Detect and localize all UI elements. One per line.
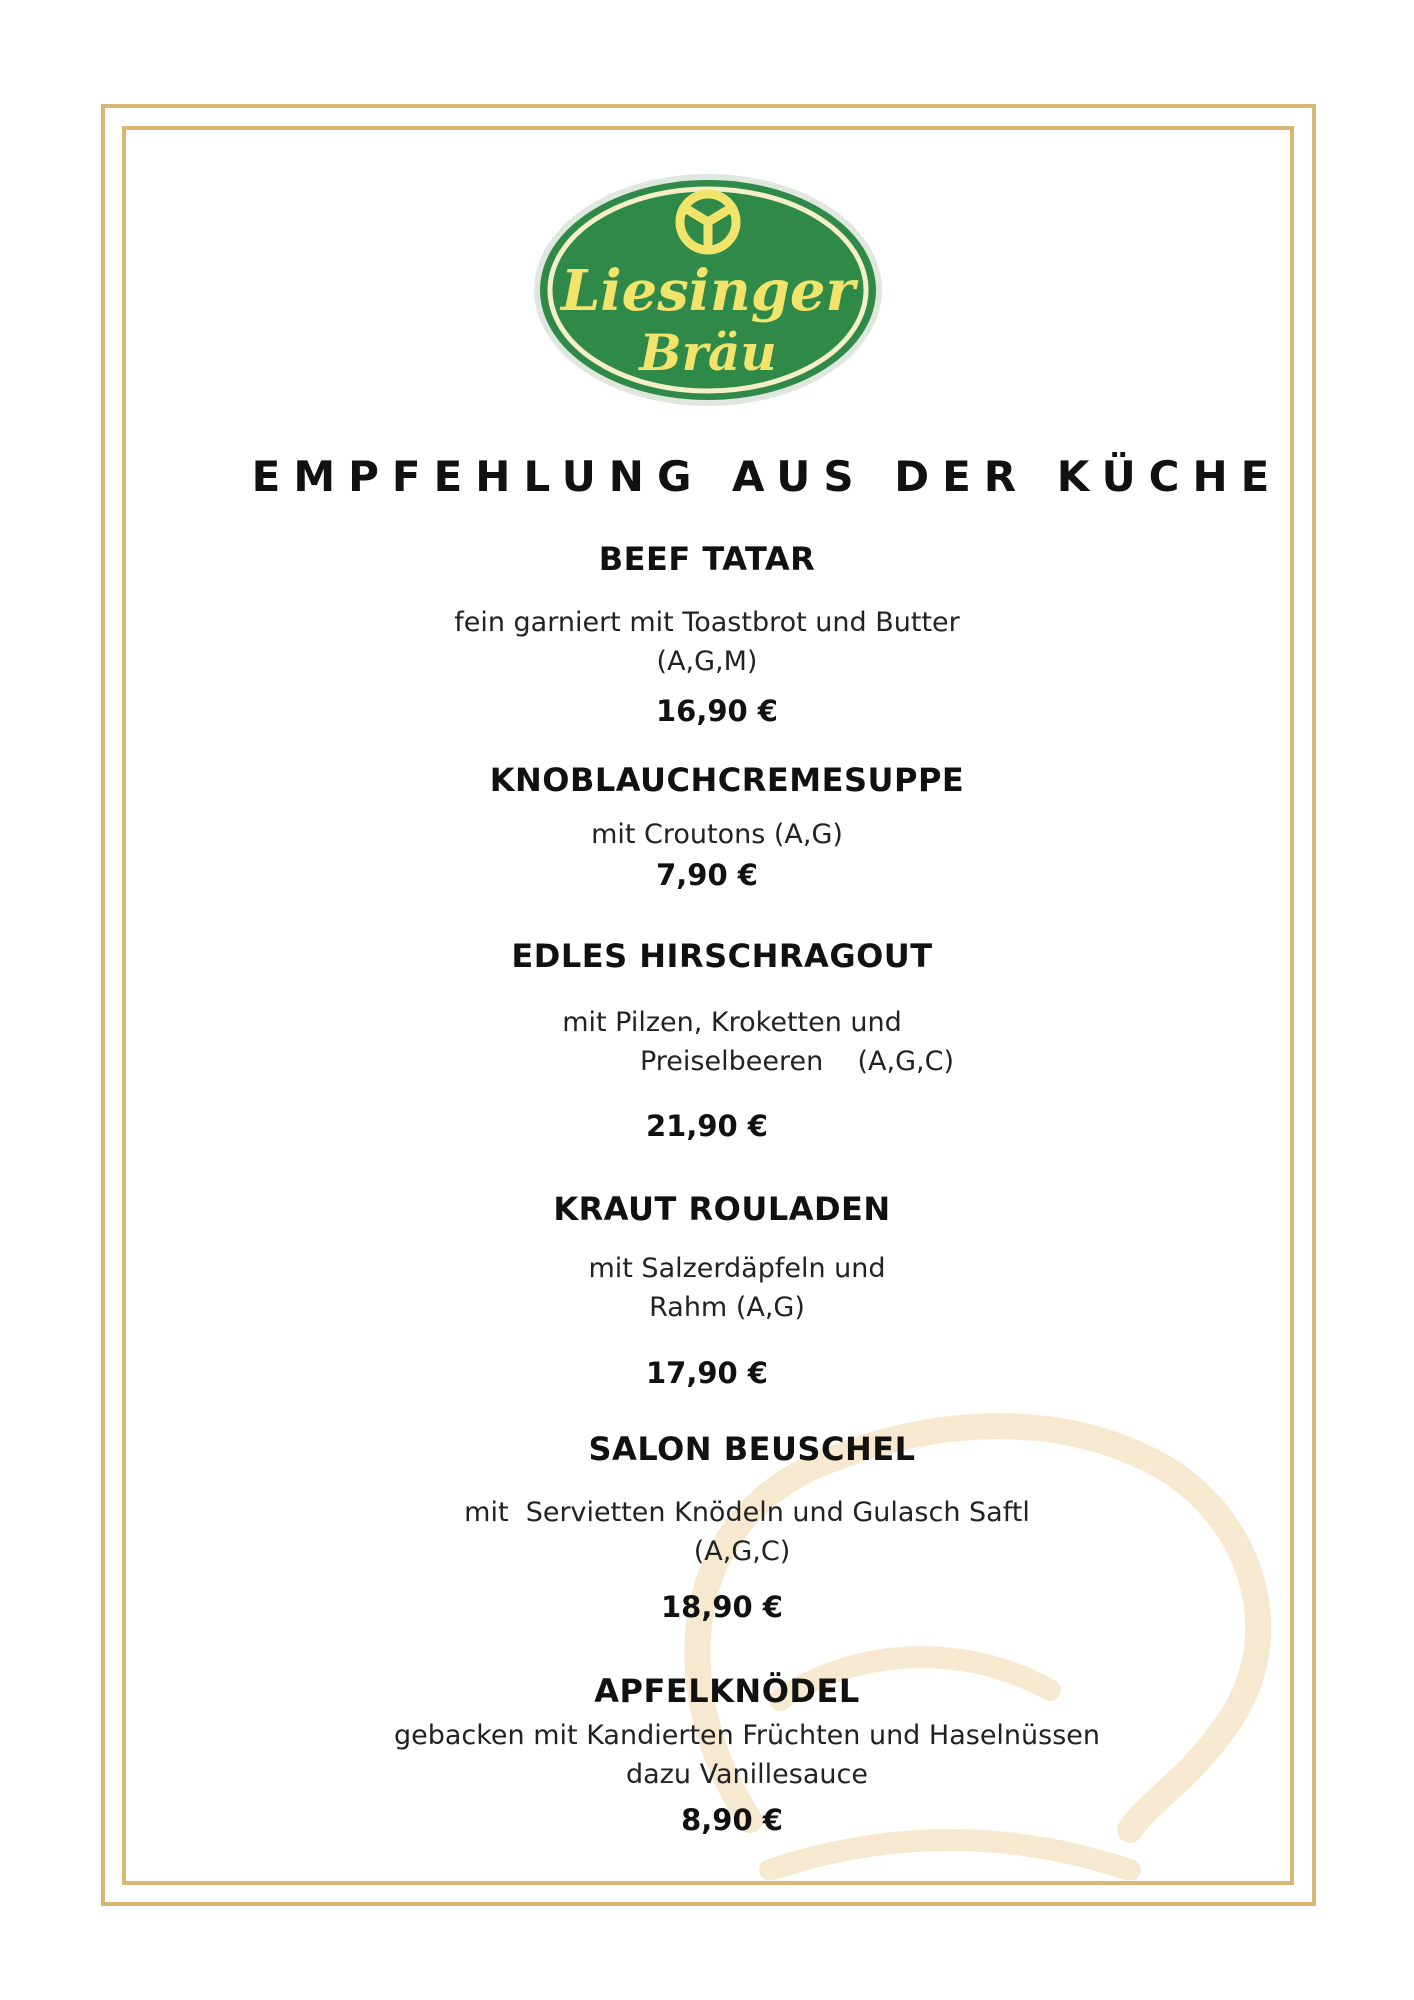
- logo-line2: Bräu: [639, 323, 777, 382]
- dish-allergens: dazu Vanillesauce: [626, 1759, 868, 1790]
- page-title: EMPFEHLUNG AUS DER KÜCHE: [251, 452, 1283, 501]
- liesinger-brau-logo: [530, 170, 886, 410]
- dish-name: KRAUT ROULADEN: [553, 1190, 891, 1228]
- logo-line1: Liesinger: [560, 258, 856, 324]
- dish-description: fein garniert mit Toastbrot und Butter: [454, 607, 960, 638]
- dish-description: mit Pilzen, Kroketten und: [562, 1007, 902, 1038]
- dish-description: gebacken mit Kandierten Früchten und Haselnüssen: [393, 1720, 1101, 1751]
- dish-name: APFELKNÖDEL: [594, 1672, 860, 1710]
- dish-description: mit Salzerdäpfeln und: [588, 1253, 886, 1284]
- dish-name: BEEF TATAR: [598, 540, 816, 578]
- dish-price: 21,90 €: [645, 1109, 768, 1143]
- dish-price: 8,90 €: [681, 1803, 783, 1837]
- dish-description: mit Croutons (A,G): [591, 819, 843, 850]
- dish-allergens: (A,G,C): [693, 1536, 791, 1567]
- dish-price: 16,90 €: [655, 694, 778, 728]
- dish-name: SALON BEUSCHEL: [588, 1430, 916, 1468]
- dish-allergens: (A,G,M): [656, 646, 758, 677]
- dish-allergens: Preiselbeeren (A,G,C): [639, 1046, 954, 1077]
- dish-name: KNOBLAUCHCREMESUPPE: [489, 761, 965, 799]
- dish-allergens: Rahm (A,G): [649, 1292, 805, 1323]
- dish-description: mit Servietten Knödeln und Gulasch Saftl: [464, 1497, 1030, 1528]
- dish-price: 18,90 €: [660, 1590, 783, 1624]
- dish-price: 17,90 €: [645, 1356, 768, 1390]
- dish-price: 7,90 €: [656, 858, 758, 892]
- dish-name: EDLES HIRSCHRAGOUT: [511, 937, 933, 975]
